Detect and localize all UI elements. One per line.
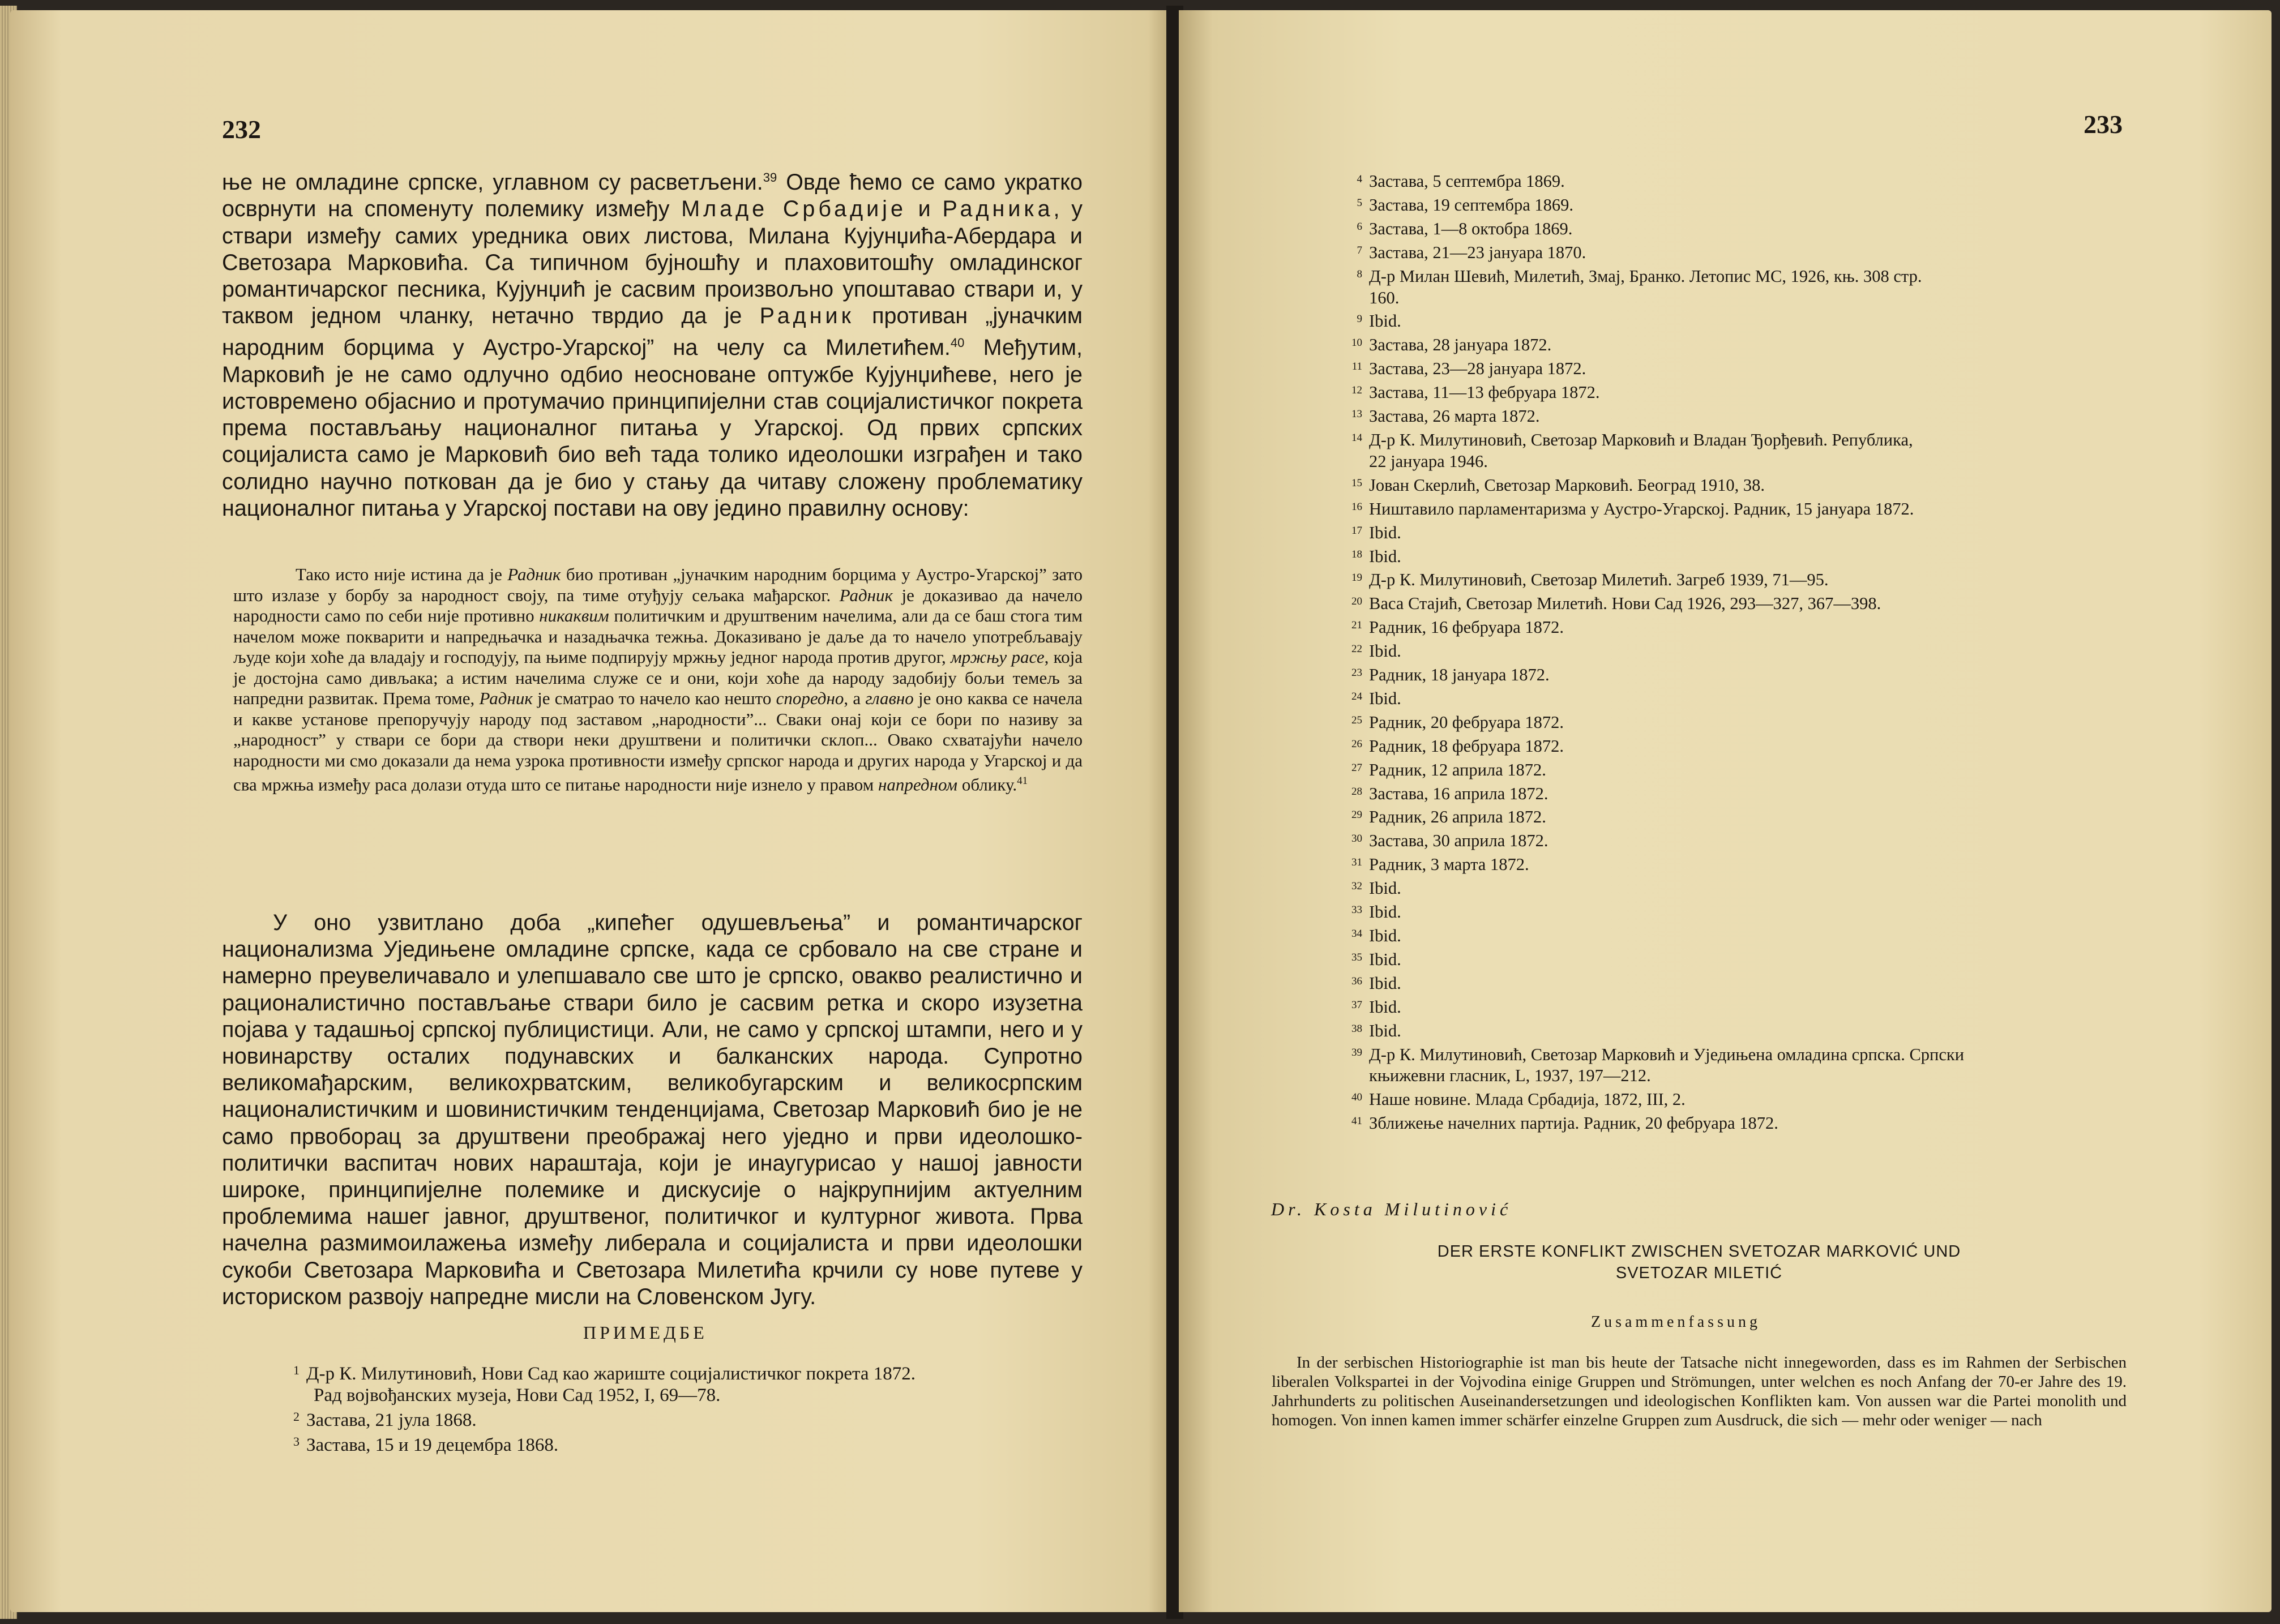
footnote-item (1345, 876, 2127, 899)
footnote-number: 31 (1351, 856, 1362, 869)
footnote-number: 4 (1357, 173, 1362, 185)
footnote-item (1345, 473, 2127, 496)
footnote-text: Застава, 26 марта 1872. (1369, 406, 1540, 426)
footnote-text: Застава, 30 априла 1872. (1369, 831, 1548, 851)
footnote-text: Ibid. (1369, 949, 1401, 969)
article-title-line-2: SVETOZAR MILETIĆ (1615, 1264, 1783, 1282)
footnote-item (1345, 781, 2127, 805)
footnote-number: 11 (1351, 361, 1362, 373)
footnote-text: Д-р К. Милутиновић, Светозар Марковић и Уједињена омладина српска. Српски (1369, 1044, 1965, 1064)
footnote-text: Радник, 12 априла 1872. (1369, 760, 1546, 779)
footnote-item (1345, 639, 2127, 662)
footnote-item (1345, 591, 2127, 615)
footnote-number: 38 (1351, 1022, 1362, 1035)
footnote-text: Зближење начелних партија. Радник, 20 фебруара 1872. (1369, 1113, 1778, 1133)
text-run: био противан „јуначким народним борцима у Аустро-Угарској” зато што излазе у борбу за народност своју, па тиме отуђују сељака мађарског. (233, 564, 1083, 605)
body-paragraph-2 (222, 910, 1083, 1310)
footnote-item (1345, 971, 2127, 995)
footnote-text: Застава, 21—23 јануара 1870. (1369, 242, 1586, 262)
text-run: противан „јуначким народним борцима у Аустро-Угарској” на челу са Милетићем. (222, 303, 1083, 361)
footnote-text: Ibid. (1369, 688, 1401, 708)
text-run: Овде ћемо се само укратко осврнути на споменуту полемику између (222, 170, 1083, 222)
footnote-number: 12 (1351, 384, 1362, 397)
text-run: и (906, 196, 943, 222)
footnote-number: 19 (1351, 572, 1362, 584)
footnote-text: Застава, 15 и 19 децембра 1868. (306, 1435, 559, 1455)
footnote-text: Ibid. (1369, 879, 1401, 898)
footnote-item (1345, 240, 2127, 264)
text-run: Међутим, Марковић је не само одлучно одбио неосноване оптужбе Кујунџићеве, него је истовремено објаснио и протумачио принципијелни став социјалистичког покрета према постављању националног питања у Угарској. Од првих српских социјалиста само је Марковић био већ тада толико идеолошки изграђен и тако солидно научно поткован да је био у стању да читаву сложену проблематику националног питања у Угарској постави на ову једино правилну основу: (222, 335, 1083, 521)
footnote-text: Д-р К. Милутиновић, Светозар Марковић и Владан Ђорђевић. Република, (1369, 430, 1913, 449)
footnote-item (1345, 686, 2127, 710)
footnote-number: 15 (1351, 477, 1362, 489)
footnote-item (1345, 216, 2127, 240)
footnote-number: 13 (1351, 408, 1362, 421)
text-run: је оно каква се начела и какве установе препоручују народу под заставом „народности”... Сваки онај који се бори по називу за „народност” у ствари се бори да створи неки друштвени и политички склоп... Овако схватајући начело народности ми смо доказали да нема узрока противности између српског народа и других народа у Угарској и да сва мржња између раса долази отуда што се питање народности није изнело у правом (233, 688, 1083, 795)
footnote-item (1345, 710, 2127, 734)
footnote-number: 39 (1351, 1046, 1362, 1059)
footnote-text: Застава, 16 априла 1872. (1369, 783, 1548, 803)
footnote-text: Ништавило парламентаризма у Аустро-Угарској. Радник, 15 јануара 1872. (1369, 499, 1914, 519)
footnote-text-continued: 160. (1369, 288, 1400, 307)
footnote-item (293, 1360, 1086, 1406)
footnote-text: Васа Стајић, Светозар Милетић. Нови Сад 1926, 293—327, 367—398. (1369, 594, 1881, 614)
footnote-number: 36 (1351, 975, 1362, 987)
journal-name-spaced: Младе Србадије (681, 196, 906, 222)
journal-name-spaced: Радник (759, 303, 854, 329)
footnote-text: Ibid. (1369, 997, 1401, 1017)
italic-run: мржњу расе (951, 647, 1045, 667)
footnote-item (1345, 192, 2127, 216)
footnote-item (1345, 544, 2127, 568)
footnote-text: Радник, 26 априла 1872. (1369, 807, 1546, 827)
footnote-item (1345, 1018, 2127, 1042)
footnote-number: 21 (1351, 619, 1362, 632)
article-title (1272, 1241, 2127, 1284)
text-run: политичким и друштвеним начелима, али да се баш стога тим начелом може покварити и напредњачка и назадњачка тежња. Доказивано је даље да то начело употребљавају људе који хоће да владају и господују, па њиме подпирују мржњу једног народа против другог, (233, 606, 1083, 667)
footnote-text: Д-р К. Милутиновић, Светозар Милетић. Загреб 1939, 71—95. (1369, 570, 1829, 590)
footnote-item (1345, 264, 2127, 309)
footnote-number: 16 (1351, 500, 1362, 513)
text-run: је сматрао то начело као нешто (532, 688, 776, 708)
footnote-item (1345, 427, 2127, 473)
footnote-text: Д-р Милан Шевић, Милетић, Змај, Бранко. Летопис МС, 1926, књ. 308 стр. (1369, 266, 1922, 286)
italic-run: никаквим (539, 606, 609, 625)
text-run: , у ствари између самих уредника ових листова, Милана Кујунџића-Абердара и Светозара Марковића. Са типичном бујношћу и плаховитошћу омладинског романтичарског песника, Кујунџић је сасвим произвољно упоштавао ствари и, у таквом једном чланку, нетачно тврдио да је (222, 196, 1083, 329)
footnote-number: 6 (1357, 220, 1362, 233)
footnote-number: 35 (1351, 951, 1362, 963)
summary-heading: Zusammenfassung (1591, 1313, 1761, 1331)
footnote-text: Ibid. (1369, 926, 1401, 945)
footnote-number: 26 (1351, 738, 1362, 750)
summary-paragraph: In der serbischen Historiographie ist man bis heute der Tatsache nicht innegeworden, dass es im Rahmen der Serbischen liberalen Volkspartei in der Vojvodina einige Gruppen und Strömungen, unter welchen es noch Anfang der 70-er Jahre des 19. Jahrhunderts zu politischen Auseinandersetzungen und ideologischen Konflikten kam. Von aussen war die Partei monolith und homogen. Von innen kamen immer schärfer einzelne Gruppen zum Ausdruck, die sich — mehr oder weniger — nach (1272, 1353, 2127, 1429)
article-author: Dr. Kosta Milutinović (1271, 1199, 1512, 1219)
footnote-item (1345, 923, 2127, 947)
footnote-item (1345, 899, 2127, 923)
italic-run: Радник (507, 564, 561, 584)
footnote-number: 40 (1351, 1091, 1362, 1104)
footnote-text: Застава, 21 јула 1868. (306, 1410, 477, 1430)
footnote-item (1345, 828, 2127, 852)
footnote-text: Наше новине. Млада Србадија, 1872, III, 2. (1369, 1090, 1686, 1109)
footnote-text: Д-р К. Милутиновић, Нови Сад као жариште социјалистичког покрета 1872. (306, 1364, 916, 1384)
footnote-item (1345, 1111, 2127, 1134)
text-run: Тако исто није истина да је (296, 564, 508, 584)
notes-left-list (293, 1360, 1086, 1456)
footnote-number: 20 (1351, 595, 1362, 608)
footnote-item (1345, 332, 2127, 356)
italic-run: Радник (839, 585, 893, 605)
footnote-text: Ibid. (1369, 641, 1401, 661)
footnote-number: 17 (1351, 524, 1362, 537)
footnote-number: 41 (1351, 1115, 1362, 1128)
notes-heading: ПРИМЕДБЕ (583, 1322, 708, 1343)
footnote-item (1345, 567, 2127, 591)
body-paragraph-1 (222, 164, 1083, 522)
footnote-number: 33 (1351, 904, 1362, 916)
footnote-number: 1 (293, 1363, 300, 1377)
footnote-number: 9 (1357, 313, 1362, 325)
footnote-item (1345, 662, 2127, 686)
footnote-number: 14 (1351, 431, 1362, 444)
text-run: , а (844, 688, 866, 708)
footnote-text: Радник, 20 фебруара 1872. (1369, 712, 1564, 732)
footnote-number: 28 (1351, 785, 1362, 798)
footnote-item (1345, 404, 2127, 427)
footnote-text: Јован Скерлић, Светозар Марковић. Београд 1910, 38. (1369, 475, 1765, 495)
footnote-number: 24 (1351, 690, 1362, 702)
journal-name-spaced: Радника (942, 196, 1054, 222)
footnote-item (1345, 308, 2127, 332)
page-number-left: 232 (222, 115, 261, 144)
footnote-item (1345, 520, 2127, 544)
text-run: , која је достојна само дивљака; а истим начелима служе се и они, који хоће да народу задобију бољи темељ за напредни развитак. Према томе, (233, 647, 1083, 708)
footnote-text: Застава, 28 јануара 1872. (1369, 335, 1552, 355)
footnote-text: Ibid. (1369, 522, 1401, 542)
footnote-number: 22 (1351, 643, 1362, 655)
footnote-item (1345, 804, 2127, 828)
footnote-text: Застава, 19 септембра 1869. (1369, 195, 1573, 215)
footnote-number: 5 (1357, 196, 1362, 209)
footnote-number: 25 (1351, 714, 1362, 726)
footnote-text: Радник, 18 јануара 1872. (1369, 665, 1550, 685)
footnote-text: Ibid. (1369, 973, 1401, 993)
footnote-item (1345, 1087, 2127, 1111)
footnote-text-continued: 22 јануара 1946. (1369, 451, 1488, 471)
footnote-number: 37 (1351, 999, 1362, 1011)
footnote-text: Ibid. (1369, 311, 1401, 331)
footnote-text: Радник, 16 фебруара 1872. (1369, 618, 1564, 637)
footnote-text: Застава, 5 септембра 1869. (1369, 172, 1565, 191)
footnote-item (1345, 356, 2127, 380)
footnote-number: 18 (1351, 548, 1362, 560)
footnote-text: Застава, 1—8 октобра 1869. (1369, 218, 1573, 238)
footnote-ref: 40 (950, 336, 965, 350)
notes-right-list (1345, 169, 2127, 1134)
italic-run: главно (865, 688, 914, 708)
footnote-number: 27 (1351, 761, 1362, 774)
text-run: је доказивао да начело народности само по себи није противно (233, 585, 1083, 625)
footnote-text: Застава, 23—28 јануара 1872. (1369, 359, 1586, 379)
footnote-number: 3 (293, 1434, 300, 1449)
italic-run: Радник (479, 688, 533, 708)
footnote-text-continued: Рад војвођанских музеја, Нови Сад 1952, I, 69—78. (314, 1385, 721, 1406)
footnote-item (1345, 169, 2127, 192)
footnote-text: Ibid. (1369, 902, 1401, 922)
footnote-number: 10 (1351, 337, 1362, 349)
footnote-item (1345, 947, 2127, 971)
footnote-number: 23 (1351, 667, 1362, 679)
article-title-line-1: DER ERSTE KONFLIKT ZWISCHEN SVETOZAR MARKOVIĆ UND (1437, 1242, 1961, 1261)
block-quote (233, 564, 1083, 795)
footnote-ref: 41 (1017, 775, 1028, 787)
italic-run: споредно (776, 688, 844, 708)
footnote-text-continued: књижевни гласник, L, 1937, 197—212. (1369, 1066, 1651, 1086)
footnote-number: 29 (1351, 809, 1362, 821)
footnote-text: Ibid. (1369, 546, 1401, 566)
footnote-item (293, 1406, 1086, 1431)
footnote-item (1345, 615, 2127, 639)
page-number-right: 233 (2084, 110, 2123, 139)
footnote-item (1345, 1042, 2127, 1087)
footnote-item (1345, 852, 2127, 876)
paragraph-text: У оно узвитлано доба „кипећег одушевљења” и романтичарског национализма Уједињене омладине српске, када се србовало на све стране и намерно преувеличавало и улепшавало све што је српско, овакво реалистично и рационалистично постављање ствари било је сасвим ретка и скоро изузетна појава у тадашњој српској публицистици. Али, не само у српској штампи, него и у новинарству осталих подунавских и балканских народа. Супротно великомађарским, великохрватским, великобугарским и великосрпским националистичким и шовинистичким тенденцијама, Светозар Марковић био је не само првоборац за друштвени преображај него уједно и први идеолошко-политички васпитач нових нараштаја, који је инаугурисао у нашој јавности широке, принципијелне полемике и дискусије о најкрупнијим актуелним проблемима нашег јавног, друштвеног, политичког и културног живота. Прва начелна размимоилажења између либерала и социјалиста и први идеолошки сукоби Светозара Марковића и Светозара Милетића крчили су нове путеве у историском развоју напредне мисли на Словенском Југу. (222, 910, 1083, 1309)
summary-text (1272, 1353, 2127, 1430)
footnote-item (1345, 734, 2127, 757)
footnote-item (293, 1431, 1086, 1456)
footnote-text: Ibid. (1369, 1021, 1401, 1040)
footnote-text: Радник, 3 марта 1872. (1369, 855, 1529, 875)
footnote-number: 2 (293, 1409, 300, 1424)
footnote-number: 7 (1357, 244, 1362, 256)
text-run: облику. (957, 774, 1017, 795)
footnote-text: Застава, 11—13 фебруара 1872. (1369, 383, 1600, 402)
footnote-number: 8 (1357, 268, 1362, 280)
footnote-ref: 39 (763, 170, 777, 185)
footnote-item (1345, 496, 2127, 520)
footnote-text: Радник, 18 фебруара 1872. (1369, 736, 1564, 756)
footnote-item (1345, 757, 2127, 781)
footnote-number: 34 (1351, 928, 1362, 940)
italic-run: напредном (878, 774, 958, 795)
text-run: ње не омладине српске, углавном су расветљени. (222, 170, 763, 195)
footnote-number: 32 (1351, 880, 1362, 893)
footnote-item (1345, 995, 2127, 1018)
footnote-number: 30 (1351, 833, 1362, 845)
footnote-item (1345, 380, 2127, 404)
